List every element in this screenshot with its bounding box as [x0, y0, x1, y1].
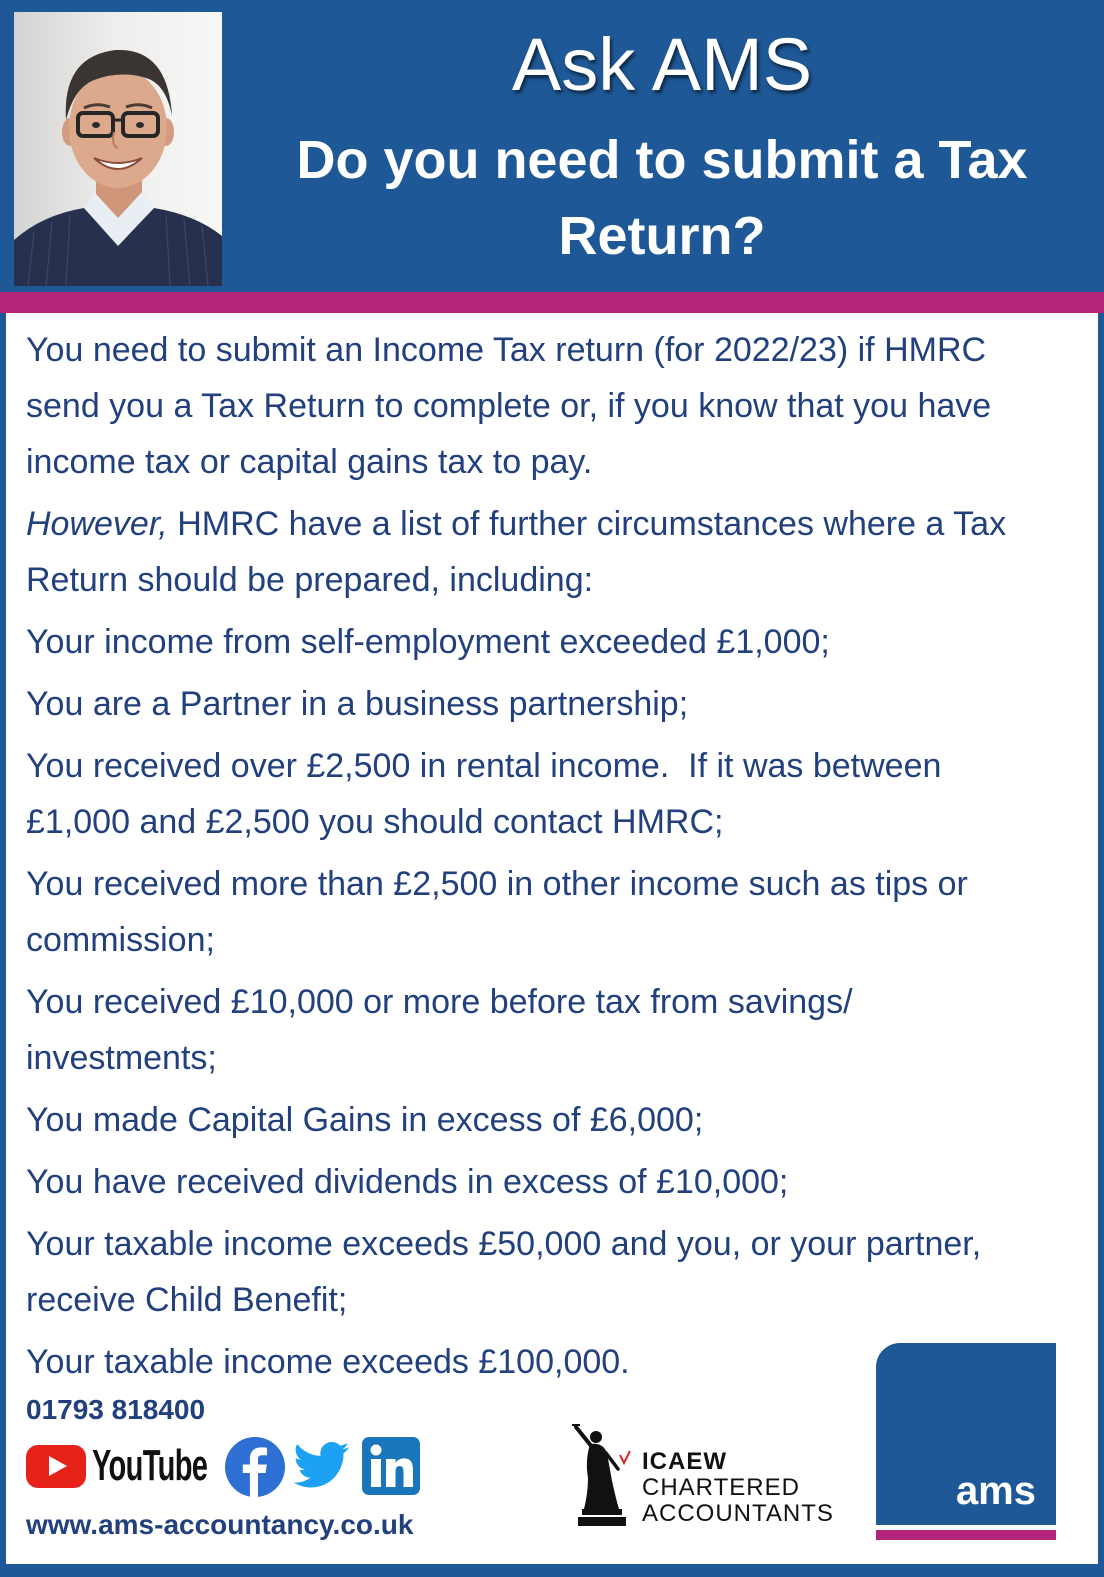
- portrait-image: [14, 12, 222, 286]
- ams-logo: [876, 1343, 1056, 1525]
- youtube-wordmark[interactable]: YouTube: [92, 1441, 208, 1490]
- icaew-line: ICAEW: [642, 1448, 727, 1475]
- text-line: investments;: [26, 1039, 217, 1077]
- text-line: £1,000 and £2,500 you should contact HMRC;: [26, 803, 724, 841]
- criterion-child-benefit: [26, 1216, 1006, 1328]
- text-line: You need to submit an Income Tax return (for 2022/23) if HMRC: [26, 331, 987, 369]
- text-span: HMRC have a list of further circumstances where a Tax: [177, 505, 1007, 543]
- headline-line: Do you need to submit a Tax: [296, 130, 1028, 190]
- text-line: You are a Partner in a business partnership;: [26, 685, 689, 723]
- text-line: receive Child Benefit;: [26, 1281, 348, 1319]
- text-line: Your income from self-employment exceeded £1,000;: [26, 623, 830, 661]
- youtube-icon[interactable]: [26, 1445, 86, 1488]
- magenta-divider: [0, 292, 1104, 313]
- ams-logo-text: ams: [955, 1469, 1036, 1513]
- facebook-icon[interactable]: [224, 1436, 286, 1498]
- headline-question: [226, 122, 1098, 274]
- phone-number[interactable]: 01793 818400: [26, 1394, 206, 1425]
- text-line: You made Capital Gains in excess of £6,000;: [26, 1101, 704, 1139]
- criterion-savings: [26, 974, 1006, 1086]
- portrait-photo: [14, 12, 222, 286]
- text-line: income tax or capital gains tax to pay.: [26, 443, 593, 481]
- icaew-line: CHARTERED: [642, 1474, 800, 1501]
- criterion-other-income: [26, 856, 1006, 968]
- emphasis-text: However,: [26, 505, 168, 543]
- header: [226, 0, 1098, 292]
- linkedin-icon[interactable]: [362, 1437, 420, 1495]
- text-line: You have received dividends in excess of £10,000;: [26, 1163, 789, 1201]
- criterion-dividends: [26, 1154, 1006, 1210]
- criterion-partnership: [26, 676, 1006, 732]
- text-line: Your taxable income exceeds £50,000 and you, or your partner,: [26, 1225, 982, 1263]
- ams-logo-underline: [876, 1530, 1056, 1540]
- criterion-high-income: [26, 1334, 1006, 1390]
- paragraph-circumstances: [26, 496, 1006, 608]
- twitter-icon[interactable]: [294, 1441, 350, 1491]
- text-line: [26, 496, 1006, 552]
- text-line: Your taxable income exceeds £100,000.: [26, 1343, 630, 1381]
- text-line: send you a Tax Return to complete or, if you know that you have: [26, 387, 992, 425]
- text-line: Return should be prepared, including:: [26, 561, 594, 599]
- criterion-capital-gains: [26, 1092, 1006, 1148]
- website-link[interactable]: www.ams-accountancy.co.uk: [26, 1509, 414, 1540]
- text-line: You received £10,000 or more before tax from savings/: [26, 983, 853, 1021]
- icaew-line: ACCOUNTANTS: [642, 1500, 834, 1527]
- criterion-rental-income: [26, 738, 1006, 850]
- page-title: Ask AMS: [511, 23, 813, 106]
- icaew-logo-text: [642, 1449, 834, 1527]
- text-line: You received over £2,500 in rental income. If it was between: [26, 747, 942, 785]
- text-line: You received more than £2,500 in other income such as tips or: [26, 865, 968, 903]
- headline-line: Return?: [558, 206, 766, 266]
- paragraph-intro: [26, 322, 1006, 490]
- icaew-figure-icon: [566, 1423, 638, 1527]
- article-body: [26, 322, 1006, 1396]
- text-line: commission;: [26, 921, 215, 959]
- criterion-self-employment: [26, 614, 1006, 670]
